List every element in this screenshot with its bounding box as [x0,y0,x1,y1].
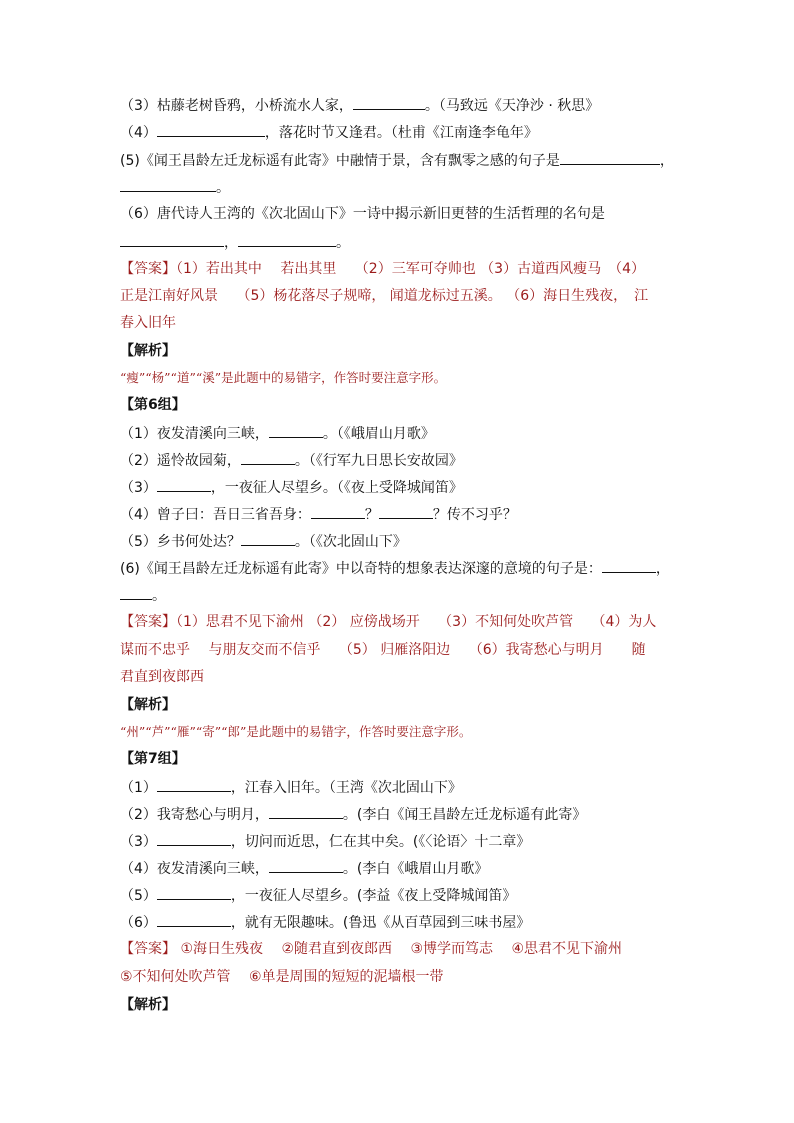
answer-blank [157,776,231,792]
answer-g6-line2: 谋而不忠乎 与朋友交而不信乎 （5） 归雁洛阳边 （6）我寄愁心与明月 随 [120,642,646,658]
question-g6-2: （2）遥怜故园菊， 。（《行军九日思长安故园》 [120,449,680,471]
answer-g6-line1: 【答案】（1）思君不见下渝州 （2） 应傍战场开 （3）不知何处吹芦管 （4）为人 [120,614,657,630]
answer-blank [311,503,365,519]
question-g7-1: （1） ，江春入旧年。（王湾《次北固山下》 [120,776,680,798]
answer-blank [353,94,425,110]
analysis-label-g6: 【解析】 [120,697,176,713]
answer-blank [120,176,216,192]
question-g5-5: (5)《闻王昌龄左迁龙标遥有此寄》中融情于景，含有飘零之感的句子是 ， [120,149,680,171]
group-header-7: 【第7组】 [120,751,186,767]
group-header-6: 【第6组】 [120,397,186,413]
question-g6-5: （5）乡书何处达？ 。（《次北固山下》 [120,530,680,552]
answer-blank [120,584,152,600]
question-g7-2: （2）我寄愁心与明月， 。(李白《闻王昌龄左迁龙标遥有此寄》 [120,803,680,825]
question-g6-1: （1）夜发清溪向三峡， 。（《峨眉山月歌》 [120,422,680,444]
answer-blank [379,503,433,519]
answer-g5-line1: 【答案】（1）若出其中 若出其里 （2）三军可夺帅也 （3）古道西风瘦马 （4） [120,261,645,277]
answer-blank [241,449,295,465]
question-g6-6: (6)《闻王昌龄左迁龙标遥有此寄》中以奇特的想象表达深邃的意境的句子是： ， [120,557,680,579]
answer-g7-line2: ⑤不知何处吹芦管 ⑥单是周围的短短的泥墙根一带 [120,969,444,985]
analysis-g6: “州”“芦”“雁”“寄”“郎”是此题中的易错字，作答时要注意字形。 [120,724,472,739]
question-g7-3: （3） ，切问而近思，仁在其中矣。(《〈论语〉十二章》 [120,830,680,852]
question-g6-3: （3） ，一夜征人尽望乡。（《夜上受降城闻笛》 [120,476,680,498]
question-g6-4: （4）曾子曰：吾日三省吾身： ？ ？传不习乎？ [120,503,680,525]
answer-g6-line3: 君直到夜郎西 [120,669,204,685]
question-g6-6-cont: 。 [120,584,680,606]
answer-blank [157,884,231,900]
answer-blank [157,911,231,927]
answer-g5-line2: 正是江南好风景 （5）杨花落尽子规啼， 闻道龙标过五溪。 （6）海日生残夜， 江 [120,288,649,304]
answer-blank [269,803,343,819]
answer-blank [560,149,660,165]
question-g5-6-cont: ， 。 [120,231,680,253]
answer-blank [157,830,231,846]
question-g5-5-cont: 。 [120,176,680,198]
answer-g7-line1: 【答案】 ①海日生残夜 ②随君直到夜郎西 ③博学而笃志 ④思君不见下渝州 [120,941,623,957]
analysis-g5: “瘦”“杨”“道”“溪”是此题中的易错字，作答时要注意字形。 [120,370,447,385]
analysis-label-g7: 【解析】 [120,997,176,1013]
question-g5-4: （4） ，落花时节又逢君。（杜甫《江南逢李龟年》 [120,121,680,143]
answer-blank [238,231,336,247]
answer-blank [157,121,265,137]
answer-g5-line3: 春入旧年 [120,315,176,331]
answer-blank [241,530,295,546]
question-g5-3: （3）枯藤老树昏鸦，小桥流水人家， 。（马致远《天净沙 · 秋思》 [120,94,680,116]
answer-blank [269,857,343,873]
answer-blank [602,557,656,573]
question-g7-6: （6） ，就有无限趣味。(鲁迅《从百草园到三味书屋》 [120,911,680,933]
answer-blank [120,231,224,247]
analysis-label-g5: 【解析】 [120,343,176,359]
question-g5-6: （6）唐代诗人王湾的《次北固山下》一诗中揭示新旧更替的生活哲理的名句是 [120,206,605,222]
question-g7-5: （5） ，一夜征人尽望乡。(李益《夜上受降城闻笛》 [120,884,680,906]
question-g7-4: （4）夜发清溪向三峡， 。(李白《峨眉山月歌》 [120,857,680,879]
answer-blank [157,476,211,492]
answer-blank [269,422,323,438]
